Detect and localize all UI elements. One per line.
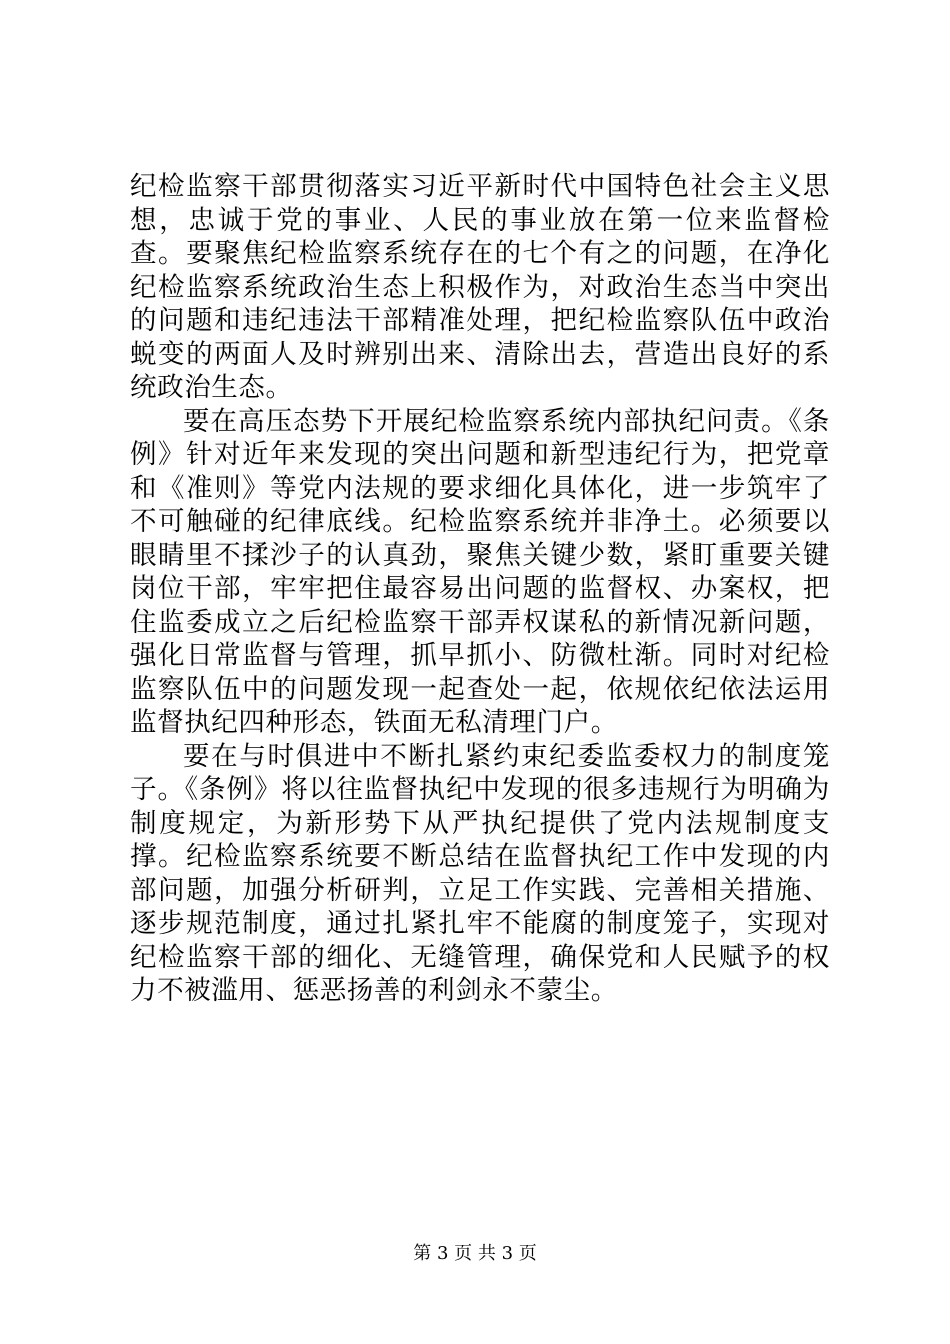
paragraph-2: 要在高压态势下开展纪检监察系统内部执纪问责。《条例》针对近年来发现的突出问题和新型违纪行为，把党章和《准则》等党内法规的要求细化具体化，进一步筑牢了不可触碰的纪律底线。纪检监察系统并非净土。必须要以眼睛里不揉沙子的认真劲，聚焦关键少数，紧盯重要关键岗位干部，牢牢把住最容易出问题的监督权、办案权，把住监委成立之后纪检监察干部弄权谋私的新情况新问题，强化日常监督与管理，抓早抓小、防微杜渐。同时对纪检监察队伍中的问题发现一起查处一起，依规依纪依法运用监督执纪四种形态，铁面无私清理门户。 bbox=[130, 405, 830, 738]
page-footer: 第 3 页 共 3 页 bbox=[413, 1243, 537, 1264]
document-body bbox=[130, 170, 830, 1008]
paragraph-1: 纪检监察干部贯彻落实习近平新时代中国特色社会主义思想，忠诚于党的事业、人民的事业放在第一位来监督检查。要聚焦纪检监察系统存在的七个有之的问题，在净化纪检监察系统政治生态上积极作为，对政治生态当中突出的问题和违纪违法干部精准处理，把纪检监察队伍中政治蜕变的两面人及时辨别出来、清除出去，营造出良好的系统政治生态。 bbox=[130, 171, 830, 403]
paragraph-3: 要在与时俱进中不断扎紧约束纪委监委权力的制度笼子。《条例》将以往监督执纪中发现的很多违规行为明确为制度规定，为新形势下从严执纪提供了党内法规制度支撑。纪检监察系统要不断总结在监督执纪工作中发现的内部问题，加强分析研判，立足工作实践、完善相关措施、逐步规范制度，通过扎紧扎牢不能腐的制度笼子，实现对纪检监察干部的细化、无缝管理，确保党和人民赋予的权力不被滥用、惩恶扬善的利剑永不蒙尘。 bbox=[130, 740, 830, 1006]
